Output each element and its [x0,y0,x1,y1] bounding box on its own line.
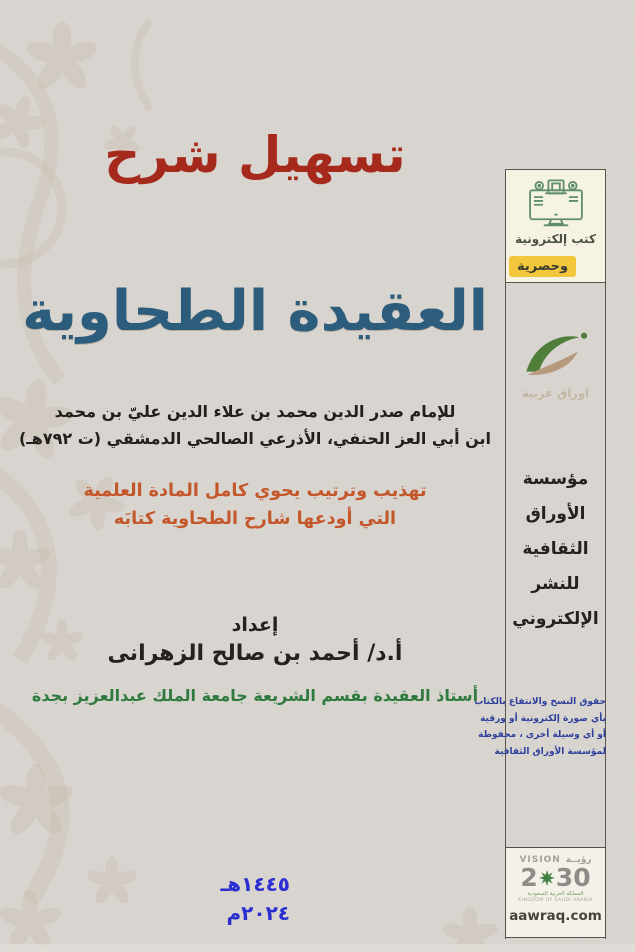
publisher-logo-text: اوراق عربية [522,386,589,400]
author-attribution [10,398,500,452]
prepared-by-affiliation: أستاذ العقيدة بقسم الشريعة جامعة الملك عبدالعزيز بجدة [31,686,479,705]
foundation-word: مؤسسة [522,469,589,489]
vision-year-digits: 30 [555,863,591,892]
copyright-notice [474,694,606,760]
exclusive-badge: وحصرية [509,256,576,277]
book-description [10,477,500,533]
page-bottom-edge [0,944,635,952]
publisher-website: aawraq.com [509,908,602,924]
copyright-line: حقوق النسخ والانتفاع بالكتاب [474,697,606,707]
vision-latin-label: VISION [519,855,561,865]
foundation-word: للنشر [531,574,580,594]
vision-2030-year [506,865,605,891]
prepared-by-label: إعداد [231,614,279,636]
vision-2030-panel [505,847,606,938]
copyright-line: لمؤسسة الأوراق الثقافية [494,746,606,757]
author-line-1: للإمام صدر الدين محمد بن علاء الدين عليّ بن محمد [54,402,456,421]
description-line-1: تهذيب وترتيب يحوي كامل المادة العلمية [83,481,427,501]
vision-2030-emblem-icon [539,870,555,886]
copyright-line: بأي صورة إلكترونية أو ورقية [480,713,606,724]
publication-years [140,870,290,928]
ebooks-badge [505,169,606,283]
publisher-logo [505,328,606,400]
vision-year-digit: 2 [520,863,538,892]
description-line-2: التي أودعها شارح الطحاوية كتابَه [113,509,397,529]
foundation-name [505,462,606,637]
prepared-by-name: أ.د/ أحمد بن صالح الزهرانى [107,641,403,666]
vision-arabic-label: رؤيــة [565,855,592,865]
series-title: تسهيل شرح [104,126,406,184]
year-hijri: ١٤٤٥هـ [220,872,290,896]
vision-country-arabic: المملكة العربية السعودية [527,891,584,897]
awraq-arabiya-logo-icon [517,328,595,384]
book-main-title: العقيدة الطحاوية [22,279,488,344]
year-gregorian: ٢٠٢٤م [226,901,290,925]
ebooks-monitor-icon [524,177,588,231]
author-line-2: ابن أبي العز الحنفي، الأذرعي الصالحي الدمشقي (ت ٧٩٢هـ) [18,429,492,448]
ebooks-badge-label: كتب إلكترونية [515,232,596,246]
copyright-line: أو أي وسيلة أخرى ، محفوظة [478,730,606,740]
foundation-word: الثقافية [522,539,589,559]
foundation-word: الأوراق [525,504,586,524]
vision-country-english: KINGDOM OF SAUDI ARABIA [518,898,593,903]
foundation-word: الإلكتروني [512,609,599,629]
